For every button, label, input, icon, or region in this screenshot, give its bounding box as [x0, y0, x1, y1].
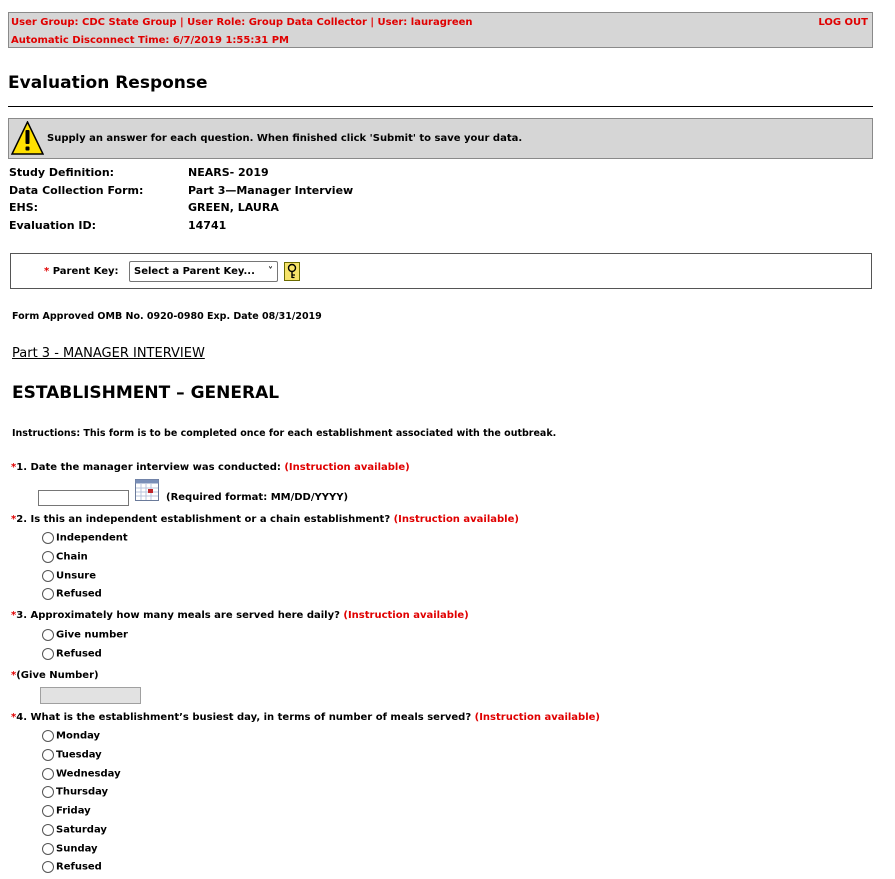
instruction-link-q1[interactable]: (Instruction available) — [284, 462, 410, 473]
required-mark: * — [11, 610, 17, 621]
form-value: Part 3—Manager Interview — [188, 184, 354, 197]
give-number-text: (Give Number) — [16, 670, 99, 681]
omb-notice: Form Approved OMB No. 0920-0980 Exp. Date 08/31/2019 — [12, 311, 322, 322]
option-label: Independent — [56, 532, 128, 544]
parent-key-select[interactable] — [129, 261, 278, 282]
form-label: Data Collection Form: — [9, 184, 144, 197]
part-prefix: Part 3 - — [12, 346, 64, 361]
question-3 — [11, 610, 469, 621]
question-1 — [11, 462, 410, 473]
option-independent[interactable] — [42, 532, 128, 546]
option-label: Friday — [56, 805, 91, 817]
interview-date-input[interactable] — [38, 490, 129, 506]
question-1-text: 1. Date the manager interview was conducted: — [16, 462, 281, 473]
option-tuesday[interactable] — [42, 749, 102, 763]
disconnect-time: Automatic Disconnect Time: 6/7/2019 1:55:31 PM — [11, 35, 289, 46]
question-4-text: 4. What is the establishment’s busiest day, in terms of number of meals served? — [16, 712, 472, 723]
option-label: Tuesday — [56, 749, 102, 761]
calendar-icon[interactable] — [135, 479, 159, 501]
option-friday[interactable] — [42, 805, 91, 819]
required-mark: * — [11, 670, 17, 681]
section-heading: ESTABLISHMENT – GENERAL — [12, 383, 280, 403]
instruction-link-q3[interactable]: (Instruction available) — [343, 610, 469, 621]
logout-link[interactable]: LOG OUT — [818, 17, 868, 28]
radio-button[interactable] — [42, 551, 54, 563]
study-definition-value: NEARS- 2019 — [188, 166, 269, 179]
meals-number-input[interactable] — [40, 687, 141, 704]
question-2-text: 2. Is this an independent establishment or a chain establishment? — [16, 514, 391, 525]
option-monday[interactable] — [42, 730, 100, 744]
option-sunday[interactable] — [42, 843, 98, 857]
session-banner — [8, 12, 873, 48]
option-label: Give number — [56, 629, 128, 641]
instructions-text: Instructions: This form is to be completed once for each establishment associated with the outbreak. — [12, 428, 557, 439]
option-label: Saturday — [56, 824, 107, 836]
parent-key-text: Parent Key: — [52, 266, 119, 277]
option-unsure[interactable] — [42, 570, 96, 584]
radio-button[interactable] — [42, 843, 54, 855]
instruction-link-q4[interactable]: (Instruction available) — [474, 712, 600, 723]
option-label: Wednesday — [56, 768, 121, 780]
question-3-text: 3. Approximately how many meals are served here daily? — [16, 610, 340, 621]
key-glyph-icon — [285, 263, 299, 280]
required-mark: * — [44, 266, 50, 277]
session-info: User Group: CDC State Group | User Role: Group Data Collector | User: lauragreen — [11, 17, 473, 28]
option-label: Sunday — [56, 843, 98, 855]
required-mark: * — [11, 514, 17, 525]
alert-message: Supply an answer for each question. When finished click 'Submit' to save your data. — [47, 133, 523, 144]
required-mark: * — [11, 462, 17, 473]
give-number-label — [11, 670, 99, 681]
warning-icon — [11, 121, 44, 156]
radio-button[interactable] — [42, 749, 54, 761]
option-label: Unsure — [56, 570, 97, 582]
parent-key-panel — [10, 253, 872, 289]
question-2 — [11, 514, 519, 525]
radio-button[interactable] — [42, 730, 54, 742]
ehs-label: EHS: — [9, 201, 39, 214]
radio-button[interactable] — [42, 648, 54, 660]
option-refused[interactable] — [42, 588, 102, 602]
question-4 — [11, 712, 600, 723]
required-mark: * — [11, 712, 17, 723]
help-key-icon[interactable] — [284, 262, 300, 281]
radio-button[interactable] — [42, 786, 54, 798]
radio-button[interactable] — [42, 570, 54, 582]
chevron-down-icon: ˅ — [268, 266, 273, 277]
evaluation-id-value: 14741 — [188, 219, 227, 232]
option-label: Refused — [56, 588, 102, 600]
option-label: Refused — [56, 648, 102, 660]
evaluation-id-label: Evaluation ID: — [9, 219, 97, 232]
option-saturday[interactable] — [42, 824, 107, 838]
study-definition-label: Study Definition: — [9, 166, 115, 179]
option-give-number[interactable] — [42, 629, 128, 643]
radio-button[interactable] — [42, 824, 54, 836]
option-refused[interactable] — [42, 861, 102, 875]
alert-box — [8, 118, 873, 159]
option-label: Refused — [56, 861, 102, 873]
radio-button[interactable] — [42, 805, 54, 817]
part-title: MANAGER INTERVIEW — [63, 346, 205, 361]
radio-button[interactable] — [42, 532, 54, 544]
ehs-value: GREEN, LAURA — [188, 201, 279, 214]
option-wednesday[interactable] — [42, 768, 121, 782]
option-refused[interactable] — [42, 648, 102, 662]
radio-button[interactable] — [42, 588, 54, 600]
page-title: Evaluation Response — [8, 73, 208, 93]
part-heading — [12, 346, 205, 361]
date-format-hint: (Required format: MM/DD/YYYY) — [166, 492, 349, 503]
option-thursday[interactable] — [42, 786, 108, 800]
option-label: Monday — [56, 730, 101, 742]
instruction-link-q2[interactable]: (Instruction available) — [393, 514, 519, 525]
parent-key-selected: Select a Parent Key... — [134, 266, 255, 277]
title-divider — [8, 106, 873, 107]
option-label: Thursday — [56, 786, 109, 798]
radio-button[interactable] — [42, 768, 54, 780]
option-chain[interactable] — [42, 551, 88, 565]
radio-button[interactable] — [42, 629, 54, 641]
option-label: Chain — [56, 551, 88, 563]
radio-button[interactable] — [42, 861, 54, 873]
parent-key-label — [44, 266, 119, 277]
